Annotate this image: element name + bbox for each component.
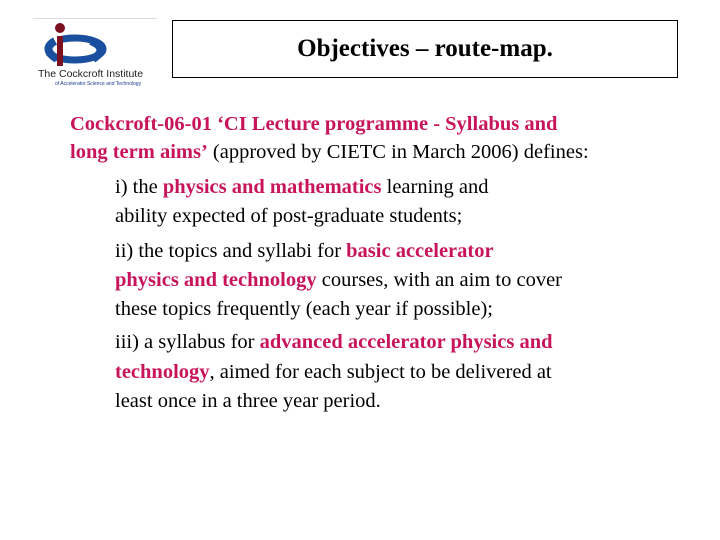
title-box	[172, 20, 678, 78]
text: ii) the topics and syllabi for	[115, 240, 347, 262]
text: i) the	[115, 176, 163, 198]
body-line	[70, 113, 557, 136]
body-line	[70, 141, 589, 164]
body-line	[115, 176, 489, 199]
text: iii) a syllabus for	[115, 331, 260, 353]
doc-reference: Cockcroft-06-01 ‘CI Lecture programme - Syllabus and	[70, 113, 558, 135]
logo-mark-icon	[33, 19, 157, 69]
highlight: physics and technology	[115, 269, 317, 291]
highlight: advanced accelerator physics and	[259, 331, 553, 353]
body-line	[115, 361, 552, 384]
logo-subtitle: of Accelerator Science and Technology	[55, 81, 142, 87]
highlight: basic accelerator	[346, 240, 494, 262]
slide-title: Objectives – route-map.	[297, 35, 553, 62]
text: , aimed for each subject to be delivered at	[209, 361, 552, 383]
text: learning and	[381, 176, 489, 198]
highlight: technology	[115, 361, 210, 383]
text: (approved by CIETC in March 2006) defines:	[207, 141, 589, 163]
body-line: least once in a three year period.	[115, 390, 381, 412]
text: courses, with an aim to cover	[316, 269, 562, 291]
body-line: ability expected of post-graduate students;	[115, 205, 463, 227]
body-line: these topics frequently (each year if possible);	[115, 298, 493, 320]
body-line	[115, 269, 562, 292]
doc-reference: long term aims’	[70, 141, 208, 163]
body-line	[115, 240, 494, 263]
highlight: physics and mathematics	[162, 176, 382, 198]
cockcroft-institute-logo	[33, 18, 157, 91]
body-line	[115, 331, 553, 354]
logo-name: The Cockcroft Institute	[38, 68, 144, 80]
